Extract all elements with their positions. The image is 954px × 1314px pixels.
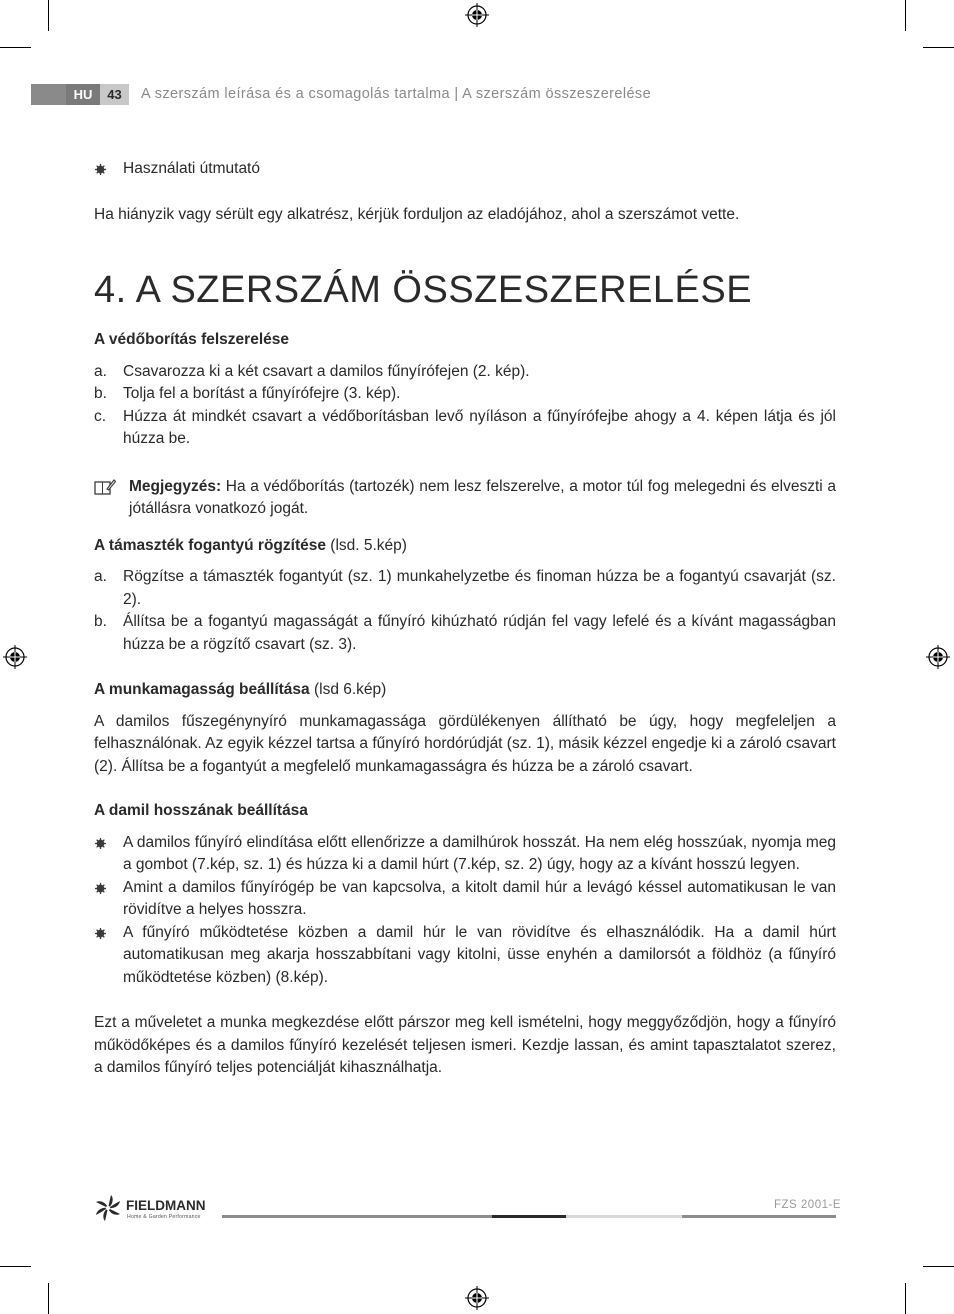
crop-mark <box>48 0 49 31</box>
list-item-text: Tolja fel a borítást a fűnyírófejre (3. kép). <box>123 385 401 402</box>
model-number: FZS 2001-E <box>774 1199 841 1211</box>
bullet-icon <box>95 928 106 939</box>
brand-logo <box>94 1192 224 1226</box>
footer-rule <box>492 1215 566 1218</box>
list-marker: a. <box>94 362 107 380</box>
crop-mark <box>923 1266 954 1267</box>
footer-rule <box>222 1215 492 1218</box>
page-number: 43 <box>100 84 129 105</box>
bullet-icon <box>95 883 106 894</box>
crop-mark <box>905 0 906 31</box>
language-badge: HU <box>66 84 100 105</box>
list-item <box>94 383 836 406</box>
list-item-text: Húzza át mindkét csavart a védőborításban levő nyíláson a fűnyírófejbe ahogy a 4. képen látja és jól húzza be. <box>123 407 836 447</box>
list-item <box>94 566 836 611</box>
list-item <box>94 922 836 990</box>
subheading-ref: (lsd 6.kép) <box>309 681 387 698</box>
registration-mark-icon <box>3 645 27 669</box>
registration-mark-icon <box>926 645 950 669</box>
paragraph: Ezt a műveletet a munka megkezdése előtt párszor meg kell ismételni, hogy meggyőződjön, hogy a fűnyíró működőképes és a damilos fűnyíró kezelését teljesen ismeri. Kezdje lassan, és amint tapasztalatot szerez, a damilos fűnyíró teljes potenciálját kihasználhatja. <box>94 1014 836 1076</box>
crop-mark <box>923 47 954 48</box>
bullet-icon <box>95 164 106 175</box>
list-item <box>94 611 836 656</box>
list-marker: a. <box>94 568 107 585</box>
crop-mark <box>905 1283 906 1314</box>
list-item-text: Csavarozza ki a két csavart a damilos fűnyírófejen (2. kép). <box>123 362 530 380</box>
subheading <box>94 535 836 558</box>
bullet-icon <box>95 838 106 849</box>
list-item <box>94 877 836 922</box>
list-item-text: A fűnyíró működtetése közben a damil húr le van rövidítve és elhasználódik. Ha a damil húrt automatikusan meg akarja hosszabbítani vagy kitolni, üsse enyhén a damilorsót a földhöz (a fűnyíró működtetése közben) (8.kép). <box>123 923 836 986</box>
section-heading: 4. A SZERSZÁM ÖSSZESZERELÉSE <box>94 269 753 311</box>
list-item-text: Amint a damilos fűnyírógép be van kapcsolva, a kitolt damil húr a levágó késsel automatikusan le van rövidítve a helyes hosszra. <box>123 878 836 918</box>
brand-name: FIELDMANN <box>126 1198 206 1213</box>
list-item <box>94 832 836 877</box>
list-item-text: Rögzítse a támaszték fogantyút (sz. 1) munkahelyzetbe és finoman húzza be a fogantyú csavarját (sz. 2). <box>123 568 836 608</box>
note-block <box>94 476 836 521</box>
footer-rule <box>566 1215 682 1218</box>
note-icon <box>94 478 116 496</box>
brand-tagline: Home & Garden Performance <box>127 1214 201 1220</box>
list-item <box>94 361 836 384</box>
footer-rule <box>682 1215 836 1218</box>
subheading <box>94 679 836 702</box>
paragraph: Ha hiányzik vagy sérült egy alkatrész, kérjük forduljon az eladójához, ahol a szerszámot vette. <box>94 205 740 223</box>
list-item-text: A damilos fűnyíró elindítása előtt ellenőrizze a damilhúrok hosszát. Ha nem elég hosszúak, nyomja meg a gombot (7.kép, sz. 1) és húzza ki a damil húrt (7.kép, sz. 2) úgy, hogy az a kívánt hosszú legyen. <box>123 833 836 873</box>
running-header: A szerszám leírása és a csomagolás tartalma | A szerszám összeszerelése <box>141 86 652 102</box>
list-marker: b. <box>94 385 107 402</box>
registration-mark-icon <box>465 1286 489 1310</box>
list-marker: b. <box>94 613 107 630</box>
list-item <box>94 158 836 181</box>
subheading-title: A támaszték fogantyú rögzítése <box>94 536 326 554</box>
subheading: A védőborítás felszerelése <box>94 331 289 348</box>
list-item-text: Használati útmutató <box>123 160 260 177</box>
crop-mark <box>48 1283 49 1314</box>
note-label: Megjegyzés: <box>129 477 222 495</box>
crop-mark <box>0 47 31 48</box>
list-marker: c. <box>94 407 107 425</box>
crop-mark <box>0 1266 31 1267</box>
list-item <box>94 406 836 451</box>
list-item-text: Állítsa be a fogantyú magasságát a fűnyíró kihúzható rúdján fel vagy lefelé és a kívánt magasságban húzza be a rögzítő csavart (sz. 3). <box>123 613 836 653</box>
registration-mark-icon <box>465 3 489 27</box>
subheading: A damil hosszának beállítása <box>94 802 308 819</box>
subheading-title: A munkamagasság beállítása <box>94 681 310 698</box>
paragraph: A damilos fűszegénynyíró munkamagassága gördülékenyen állítható be úgy, hogy megfeleljen a felhasználónak. Az egyik kézzel tartsa a fűnyíró hordórúdját (sz. 1), másik kézzel engedje ki a zároló csavart (2). Állítsa be a fogantyút a megfelelő munkamagasságra és húzza be a zároló csavart. <box>94 712 836 775</box>
subheading-ref: (lsd. 5.kép) <box>325 536 407 554</box>
fan-logo-icon <box>96 1195 120 1221</box>
page-content <box>94 158 836 1080</box>
note-text: Ha a védőborítás (tartozék) nem lesz felszerelve, a motor túl fog melegedni és elveszti a jótállásra vonatkozó jogát. <box>129 477 836 517</box>
